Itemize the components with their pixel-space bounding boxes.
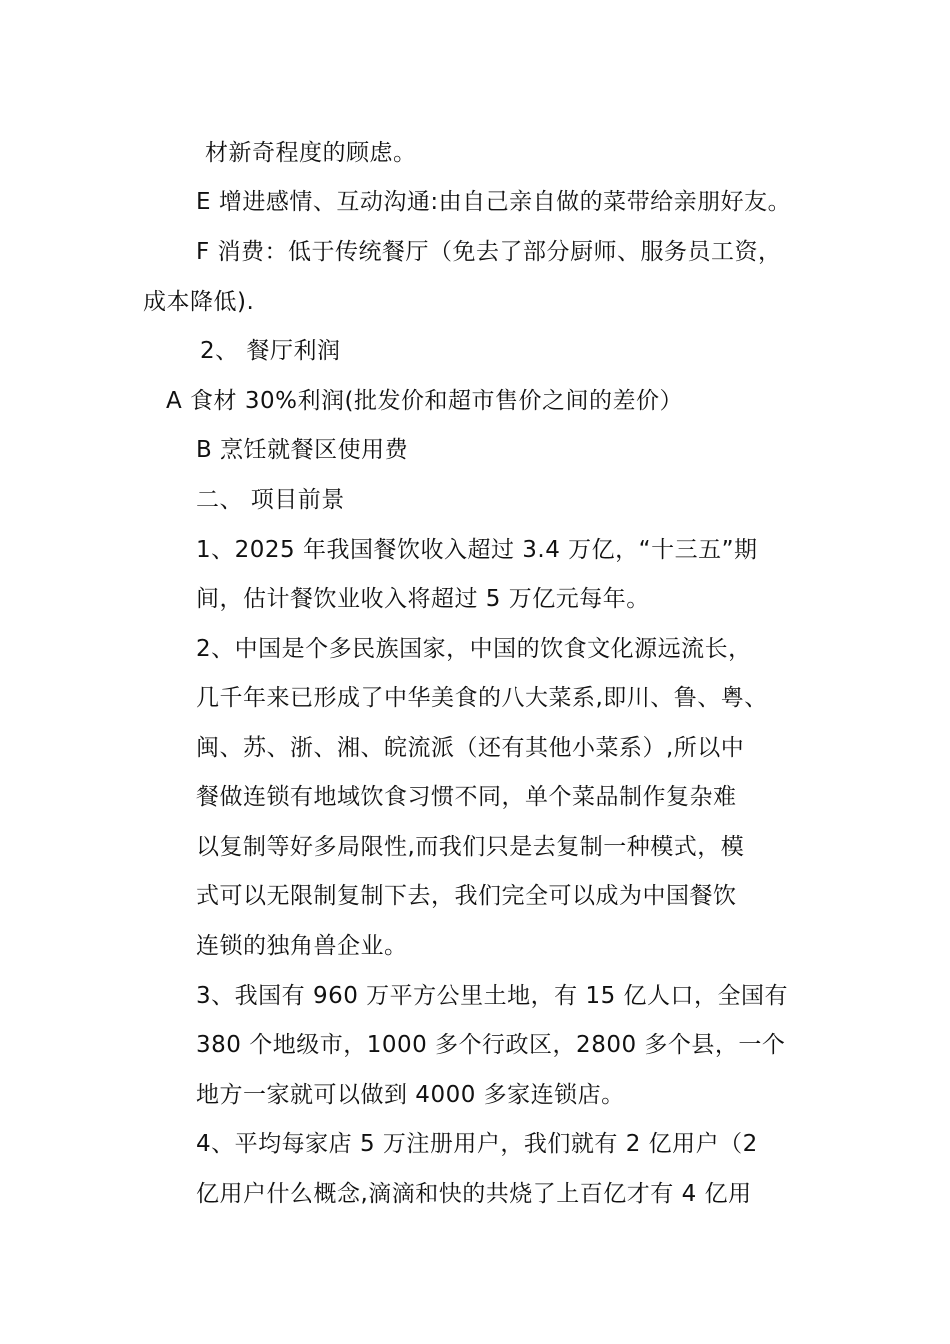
- text-line: 式可以无限制复制下去，我们完全可以成为中国餐饮: [196, 883, 737, 909]
- text-line: A 食材 30%利润(批发价和超市售价之间的差价）: [166, 388, 683, 414]
- text-line: 亿用户什么概念,滴滴和快的共烧了上百亿才有 4 亿用: [196, 1181, 752, 1207]
- text-line: 成本降低).: [143, 289, 255, 315]
- text-line: 1、2025 年我国餐饮收入超过 3.4 万亿，“十三五”期: [196, 537, 758, 563]
- text-line: E 增进感情、互动沟通:由自己亲自做的菜带给亲朋好友。: [196, 189, 792, 215]
- text-line: 4、平均每家店 5 万注册用户，我们就有 2 亿用户（2: [196, 1131, 758, 1157]
- section-heading: 二、 项目前景: [196, 487, 345, 513]
- text-line: 以复制等好多局限性,而我们只是去复制一种模式，模: [196, 834, 745, 860]
- text-line: 地方一家就可以做到 4000 多家连锁店。: [196, 1082, 625, 1108]
- text-line: 餐做连锁有地域饮食习惯不同，单个菜品制作复杂难: [196, 784, 737, 810]
- text-line: 几千年来已形成了中华美食的八大菜系,即川、鲁、粤、: [196, 685, 768, 711]
- text-line: 连锁的独角兽企业。: [196, 933, 408, 959]
- text-line: 间，估计餐饮业收入将超过 5 万亿元每年。: [196, 586, 650, 612]
- section-heading: 2、 餐厅利润: [200, 338, 341, 364]
- text-line: 380 个地级市，1000 多个行政区，2800 多个县，一个: [196, 1032, 786, 1058]
- text-line: 2、中国是个多民族国家，中国的饮食文化源远流长，: [196, 636, 752, 662]
- text-line: 闽、苏、浙、湘、皖流派（还有其他小菜系）,所以中: [196, 735, 745, 761]
- text-line: F 消费：低于传统餐厅（免去了部分厨师、服务员工资，: [196, 239, 782, 265]
- text-line: 3、我国有 960 万平方公里土地，有 15 亿人口，全国有: [196, 983, 789, 1009]
- text-line: 材新奇程度的顾虑。: [205, 140, 417, 166]
- text-line: B 烹饪就餐区使用费: [196, 437, 409, 463]
